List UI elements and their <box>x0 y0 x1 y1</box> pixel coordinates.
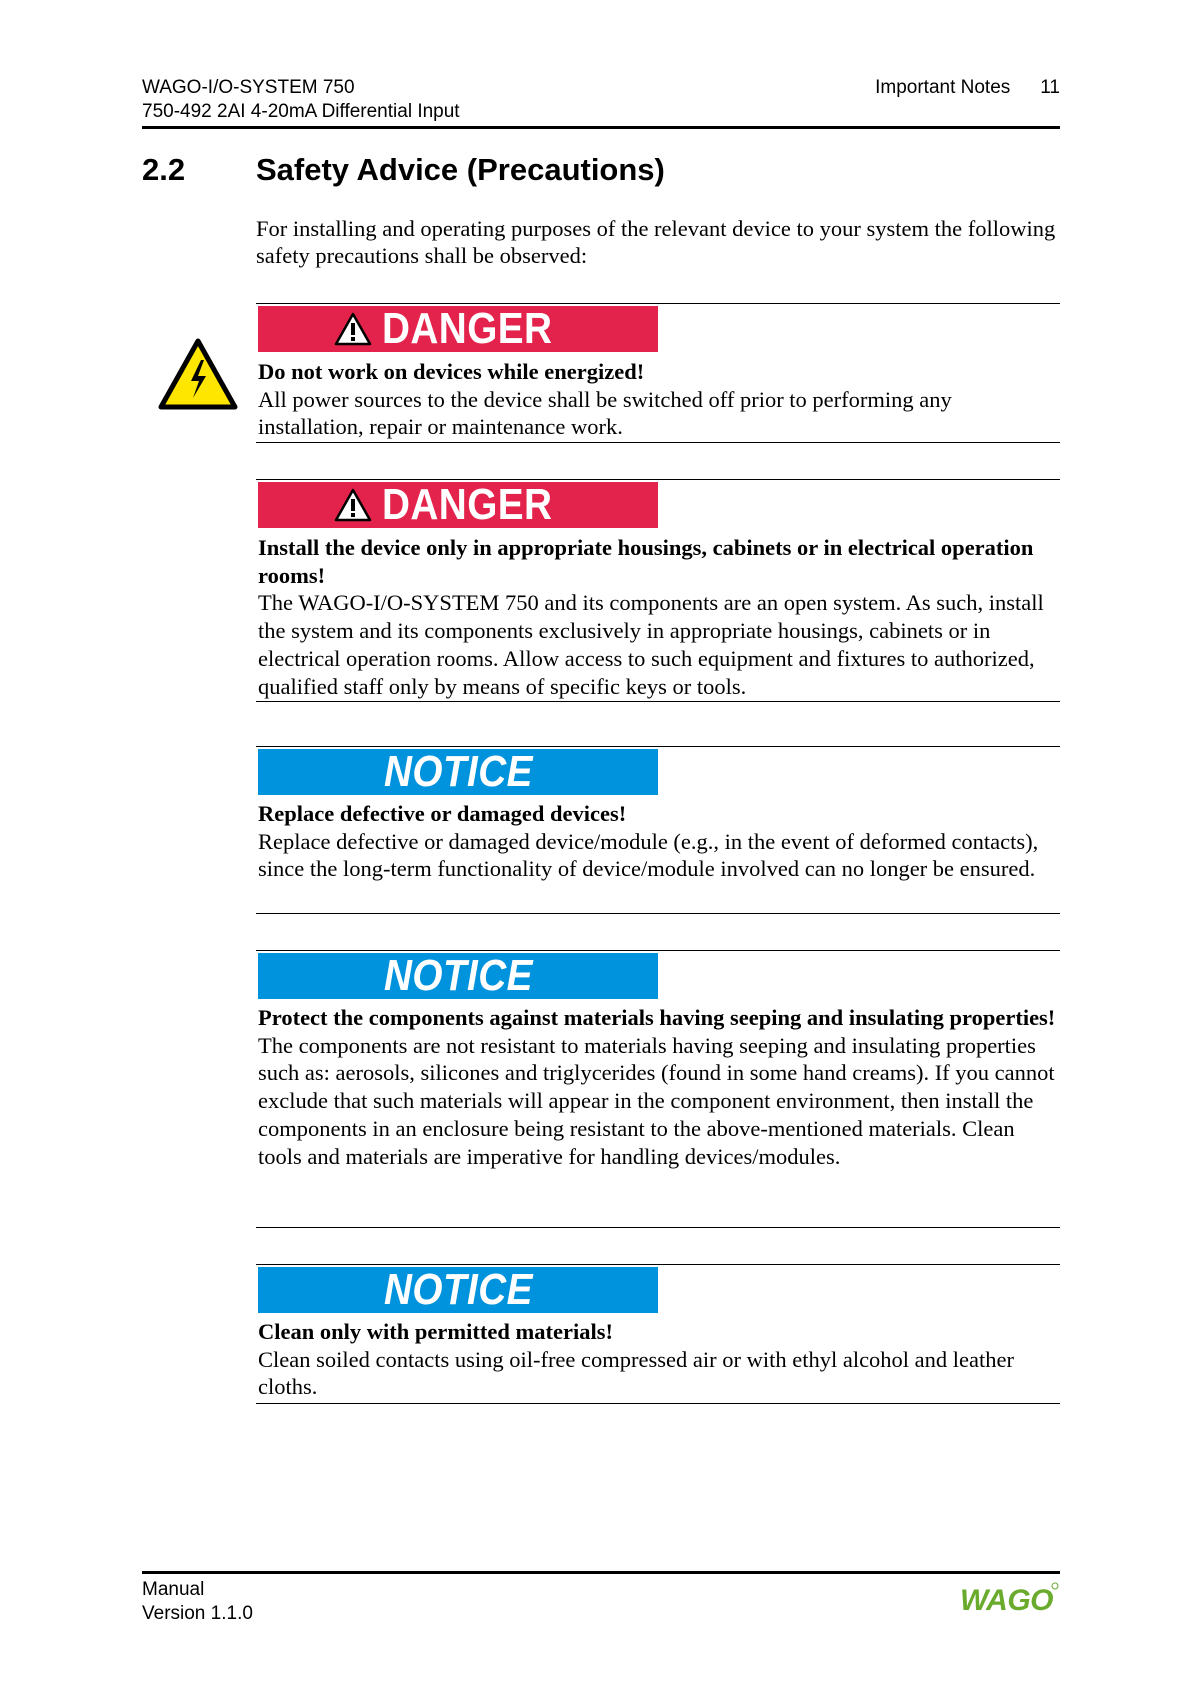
warning-body: Replace defective or damaged device/module (e.g., in the event of deformed contacts), since the long-term functionality of device/module involved can no longer be ensured. <box>258 828 1039 882</box>
warning-triangle-icon <box>334 312 372 346</box>
signal-word: NOTICE <box>384 1265 533 1314</box>
footer-rule <box>142 1571 1060 1574</box>
warning-heading: Clean only with permitted materials! <box>258 1319 613 1344</box>
warning-bottom-rule <box>256 701 1060 702</box>
running-footer <box>142 1578 253 1626</box>
warning-bottom-rule <box>256 913 1060 914</box>
warning-text <box>258 358 1058 441</box>
warning-heading: Install the device only in appropriate housings, cabinets or in electrical operation rooms! <box>258 535 1034 588</box>
document-title: WAGO-I/O-SYSTEM 750 <box>142 77 355 98</box>
warning-heading: Do not work on devices while energized! <box>258 359 645 384</box>
signal-word: NOTICE <box>384 951 533 1000</box>
wago-logo <box>958 1580 1060 1616</box>
header-section-name: Important Notes <box>875 77 1011 98</box>
running-header-right <box>875 76 1060 100</box>
warning-text <box>258 534 1058 700</box>
warning-top-rule <box>256 746 1060 747</box>
warning-top-rule <box>256 1264 1060 1265</box>
logo-text: WAGO <box>960 1584 1053 1616</box>
page-number: 11 <box>1040 77 1060 98</box>
warning-text <box>258 1004 1058 1170</box>
warning-text <box>258 1318 1058 1401</box>
section-title: Safety Advice (Precautions) <box>256 152 665 187</box>
signal-word: NOTICE <box>384 747 533 796</box>
warning-bottom-rule <box>256 1403 1060 1404</box>
warning-bottom-rule <box>256 1227 1060 1228</box>
warning-top-rule <box>256 479 1060 480</box>
notice-signal-panel <box>258 953 658 999</box>
document-subtitle: 750-492 2AI 4-20mA Differential Input <box>142 101 460 122</box>
warning-heading: Replace defective or damaged devices! <box>258 801 627 826</box>
warning-bottom-rule <box>256 442 1060 443</box>
signal-word: DANGER <box>382 304 553 353</box>
notice-signal-panel <box>258 1267 658 1313</box>
warning-top-rule <box>256 303 1060 304</box>
danger-signal-panel <box>258 482 658 528</box>
warning-body: The components are not resistant to materials having seeping and insulating properties such as: aerosols, silicones and triglycerides (found in some hand creams). If you cannot exclude that such materials will appear in the component environment, then install the components in an enclosure being resistant to the above-mentioned materials. Clean tools and materials are imperative for handling devices/modules. <box>258 1032 1055 1169</box>
signal-word: DANGER <box>382 480 553 529</box>
section-number: 2.2 <box>142 152 186 187</box>
danger-signal-panel <box>258 306 658 352</box>
warning-heading: Protect the components against materials having seeping and insulating properties! <box>258 1005 1056 1030</box>
running-header-left <box>142 76 460 124</box>
intro-paragraph: For installing and operating purposes of the relevant device to your system the following safety precautions shall be observed: <box>256 216 1056 268</box>
notice-signal-panel <box>258 749 658 795</box>
warning-body: The WAGO-I/O-SYSTEM 750 and its components are an open system. As such, install the system and its components exclusively in appropriate housings, cabinets or in electrical operation rooms. Allow access to such equipment and fixtures to authorized, qualified staff only by means of specific keys or tools. <box>258 590 1044 699</box>
warning-body: Clean soiled contacts using oil-free compressed air or with ethyl alcohol and leather cloths. <box>258 1346 1015 1400</box>
warning-body: All power sources to the device shall be switched off prior to performing any installation, repair or maintenance work. <box>258 386 952 440</box>
warning-triangle-icon <box>334 488 372 522</box>
header-rule <box>142 126 1060 129</box>
electrical-hazard-icon <box>158 338 238 410</box>
warning-text <box>258 800 1058 883</box>
document-type: Manual <box>142 1579 205 1600</box>
warning-top-rule <box>256 950 1060 951</box>
document-version: Version 1.1.0 <box>142 1603 253 1624</box>
